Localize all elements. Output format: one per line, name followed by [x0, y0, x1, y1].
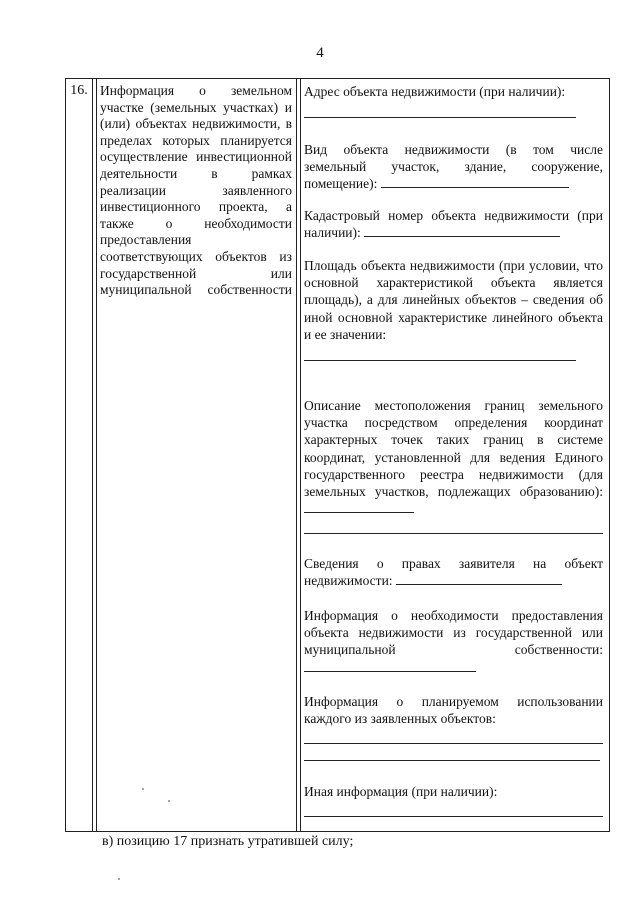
row-subject: Информация о земельном участке (земельных участках) и (или) объектах недвижимости, в пределах которых планируется осуществление инвестиционной деятельности в рамках реализации заявленного инвестиционного проекта, а также о необходимости предоставления соответствующих объектов из государственной или муниципальной собственности [100, 83, 292, 298]
table-divider [296, 79, 297, 831]
field-label: Площадь объекта недвижимости (при условии, что основной характеристикой объекта является площадь), а для линейных объектов – сведения об иной основной характеристике линейного объекта и ее значении: [304, 258, 603, 342]
fill-line [304, 816, 603, 817]
fill-line [304, 360, 576, 361]
field-object-type [304, 141, 603, 193]
fill-line [364, 225, 560, 237]
field-label: Иная информация (при наличии): [304, 784, 498, 799]
field-label: Адрес объекта недвижимости (при наличии): [304, 84, 566, 99]
field-rights [304, 555, 603, 589]
fill-line [304, 533, 603, 534]
fill-line [304, 743, 603, 744]
field-provision-need [304, 607, 603, 676]
fill-line [304, 117, 576, 118]
fill-line [304, 501, 414, 513]
field-label: Вид объекта недвижимости (в том числе земельный участок, здание, сооружение, помещение): [304, 142, 603, 192]
field-label: Сведения о правах заявителя на объект недвижимости: [304, 556, 603, 589]
footer-text: в) позицию 17 признать утратившей силу; [102, 834, 354, 849]
field-label: Описание местоположения границ земельного участка посредством определения координат характерных точек таких границ в системе координат, установленной для ведения Единого государственного реестра недвижимости (для земельных участков, подлежащих образованию): [304, 398, 603, 500]
table-divider [92, 79, 93, 831]
field-label: Информация о планируемом использовании каждого из заявленных объектов: [304, 694, 603, 727]
table-divider [96, 79, 97, 831]
field-label: Кадастровый номер объекта недвижимости (при наличии): [304, 208, 603, 241]
scan-speck [168, 800, 170, 802]
scan-speck [118, 878, 120, 880]
fill-line [396, 573, 562, 585]
field-cadastral-number [304, 207, 603, 241]
field-other-info [304, 783, 603, 817]
row-number: 16. [70, 83, 88, 98]
field-planned-use [304, 693, 603, 761]
table-divider [300, 79, 301, 831]
fill-line [304, 760, 600, 761]
field-area [304, 257, 603, 361]
fill-line [381, 176, 569, 188]
form-table [65, 78, 610, 832]
scan-speck [142, 788, 144, 790]
field-boundaries [304, 397, 603, 534]
fill-line [304, 660, 476, 672]
page-number: 4 [316, 45, 324, 61]
field-address [304, 83, 603, 118]
field-label: Информация о необходимости предоставления объекта недвижимости из государственной или муниципальной собственности: [304, 608, 603, 658]
